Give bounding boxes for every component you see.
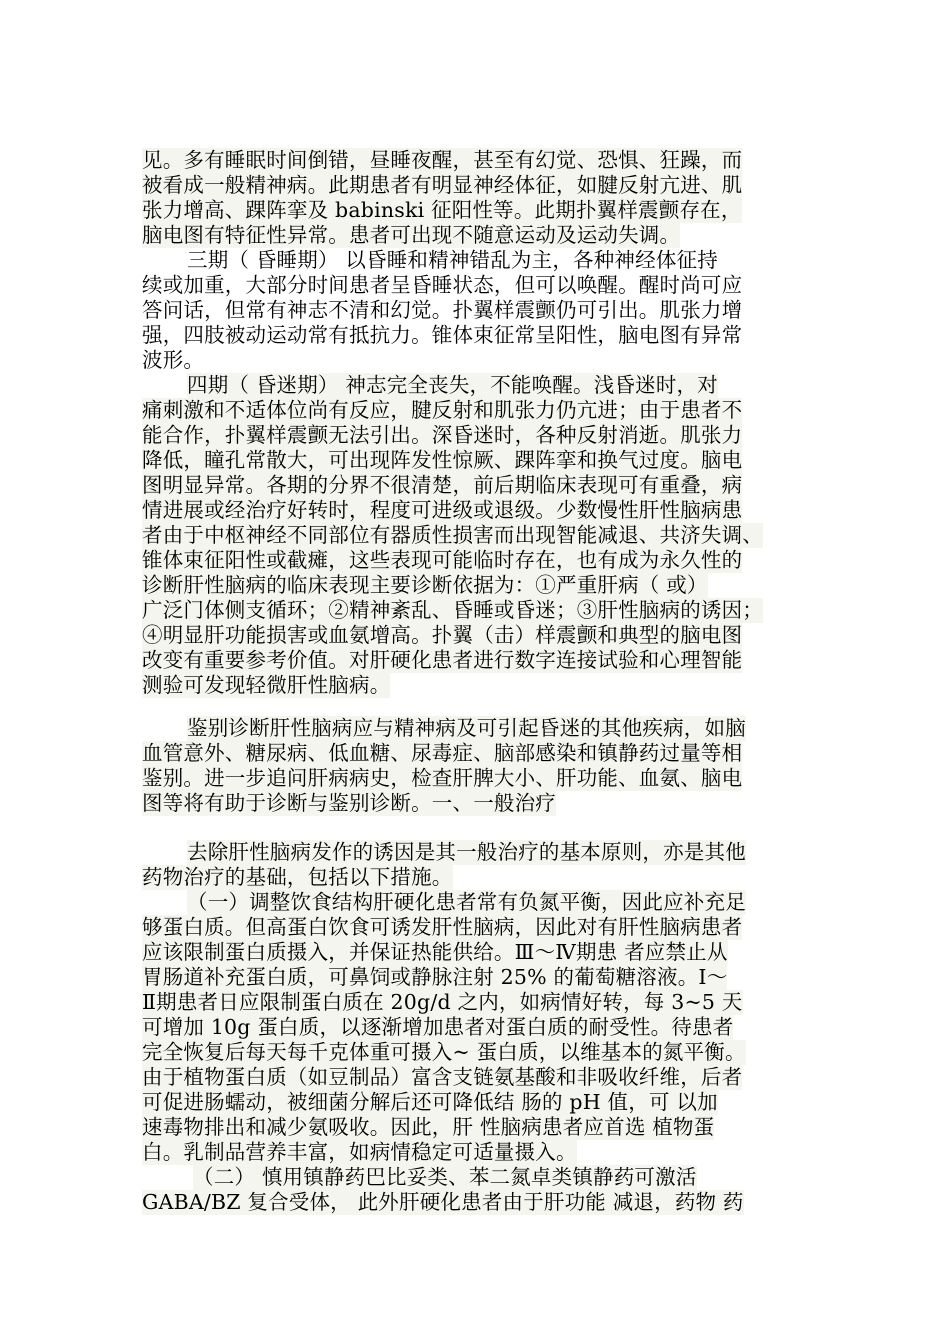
text-line: 由于植物蛋白质（如豆制品）富含支链氨基酸和非吸收纤维，后者 (142, 1065, 743, 1089)
text-line: 脑电图有特征性异常。患者可出现不随意运动及运动失调。 (142, 223, 681, 247)
text-line: 见。多有睡眠时间倒错，昼睡夜醒，甚至有幻觉、恐惧、狂躁，而 (142, 148, 743, 172)
text-line: 鉴别。进一步追问肝病病史，检查肝脾大小、肝功能、血氨、脑电 (142, 766, 743, 790)
text-line: 速毒物排出和减少氨吸收。因此，肝 性脑病患者应首选 植物蛋 (142, 1115, 715, 1139)
text-line: 降低，瞳孔常散大，可出现阵发性惊厥、踝阵挛和换气过度。脑电 (142, 448, 743, 472)
text-line: （一）调整饮食结构肝硬化患者常有负氮平衡，因此应补充足 (187, 890, 746, 914)
text-line: 诊断肝性脑病的临床表现主要诊断依据为：①严重肝病（ 或） (142, 573, 708, 597)
text-line: 改变有重要参考价值。对肝硬化患者进行数字连接试验和心理智能 (142, 648, 743, 672)
text-line: 血管意外、糖尿病、低血糖、尿毒症、脑部感染和镇静药过量等相 (142, 741, 743, 765)
text-line: 应该限制蛋白质摄入，并保证热能供给。Ⅲ～Ⅳ期患 者应禁止从 (142, 940, 728, 964)
text-line: 被看成一般精神病。此期患者有明显神经体征，如腱反射亢进、肌 (142, 173, 743, 197)
text-line: 能合作，扑翼样震颤无法引出。深昏迷时，各种反射消逝。肌张力 (142, 423, 743, 447)
text-line: Ⅱ期患者日应限制蛋白质在 20g/d 之内，如病情好转，每 3~5 天 (142, 990, 743, 1014)
text-line: 续或加重，大部分时间患者呈昏睡状态，但可以唤醒。醒时尚可应 (142, 273, 743, 297)
text-line: 痛刺激和不适体位尚有反应，腱反射和肌张力仍亢进；由于患者不 (142, 398, 743, 422)
text-line: 完全恢复后每天每千克体重可摄入~ 蛋白质，以维基本的氮平衡。 (142, 1040, 746, 1064)
text-line: 测验可发现轻微肝性脑病。 (142, 673, 391, 697)
text-line: 张力增高、踝阵挛及 babinski 征阳性等。此期扑翼样震颤存在， (142, 198, 742, 222)
text-line: 者由于中枢神经不同部位有器质性损害而出现智能减退、共济失调、 (142, 523, 763, 547)
text-line: GABA/BZ 复合受体， 此外肝硬化患者由于肝功能 减退，药物 药 (142, 1190, 744, 1214)
text-line: 可增加 10g 蛋白质，以逐渐增加患者对蛋白质的耐受性。待患者 (142, 1015, 734, 1039)
text-line: 图等将有助于诊断与鉴别诊断。一、一般治疗 (142, 791, 556, 815)
text-line: 四期（ 昏迷期） 神志完全丧失，不能唤醒。浅昏迷时，对 (187, 373, 718, 397)
text-line: 强，四肢被动运动常有抵抗力。锥体束征常呈阳性，脑电图有异常 (142, 323, 743, 347)
text-line: 鉴别诊断肝性脑病应与精神病及可引起昏迷的其他疾病，如脑 (187, 716, 746, 740)
text-line: 锥体束征阳性或截瘫，这些表现可能临时存在，也有成为永久性的 (142, 548, 743, 572)
text-line: 白。乳制品营养丰富，如病情稳定可适量摄入。 (142, 1140, 577, 1164)
text-line: 答问话，但常有神志不清和幻觉。扑翼样震颤仍可引出。肌张力增 (142, 298, 743, 322)
text-line: 胃肠道补充蛋白质，可鼻饲或静脉注射 25% 的葡萄糖溶液。Ⅰ～ (142, 965, 728, 989)
text-line: 可促进肠蠕动，被细菌分解后还可降低结 肠的 pH 值，可 以加 (142, 1090, 718, 1114)
text-line: 三期（ 昏睡期） 以昏睡和精神错乱为主，各种神经体征持 (187, 248, 718, 272)
text-line: 广泛门体侧支循环；②精神紊乱、昏睡或昏迷；③肝性脑病的诱因； (142, 598, 763, 622)
text-line: 去除肝性脑病发作的诱因是其一般治疗的基本原则，亦是其他 (187, 840, 746, 864)
text-line: 图明显异常。各期的分界不很清楚，前后期临床表现可有重叠，病 (142, 473, 743, 497)
text-line: 情进展或经治疗好转时，程度可进级或退级。少数慢性肝性脑病患 (142, 498, 743, 522)
text-line: 够蛋白质。但高蛋白饮食可诱发肝性脑病，因此对有肝性脑病患者 (142, 915, 743, 939)
text-line: （二） 慎用镇静药巴比妥类、苯二氮卓类镇静药可激活 (193, 1165, 697, 1189)
text-line: 药物治疗的基础，包括以下措施。 (142, 865, 453, 889)
text-line: ④明显肝功能损害或血氨增高。扑翼（击）样震颤和典型的脑电图 (142, 623, 743, 647)
text-line: 波形。 (142, 348, 205, 372)
